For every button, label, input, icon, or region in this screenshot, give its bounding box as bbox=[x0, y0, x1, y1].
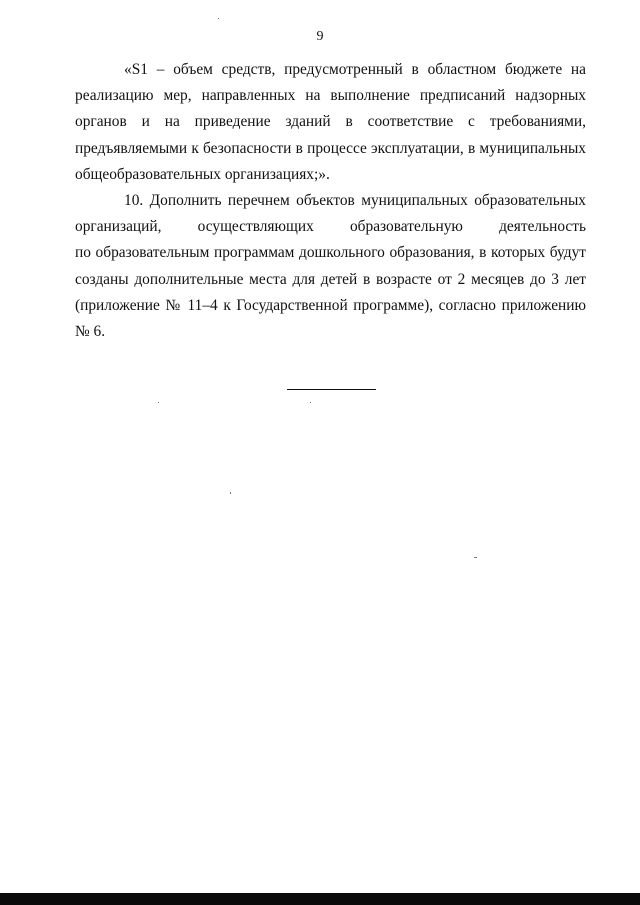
text-line: реализацию мер, направленных на выполнение предписаний надзорных bbox=[75, 87, 586, 105]
text-line: № 6. bbox=[75, 323, 106, 341]
scan-speck bbox=[218, 18, 219, 19]
document-body bbox=[75, 57, 586, 345]
paragraph-s1-definition bbox=[75, 57, 586, 188]
text-line: по образовательным программам дошкольного образования, в которых будут bbox=[75, 244, 586, 262]
text-line: организаций, осуществляющих образовательную деятельность bbox=[75, 218, 586, 236]
text-line: органов и на приведение зданий в соответствие с требованиями, bbox=[75, 113, 586, 131]
scan-speck bbox=[474, 557, 477, 558]
scan-speck bbox=[158, 402, 159, 403]
text-line: 10. Дополнить перечнем объектов муниципальных образовательных bbox=[124, 192, 586, 210]
end-separator-line bbox=[287, 389, 376, 390]
scan-speck bbox=[310, 402, 311, 403]
text-line: «S1 – объем средств, предусмотренный в областном бюджете на bbox=[124, 61, 586, 78]
text-line: (приложение № 11–4 к Государственной программе), согласно приложению bbox=[75, 296, 586, 314]
scan-speck bbox=[230, 492, 231, 494]
paragraph-item-10 bbox=[75, 188, 586, 345]
text-line: созданы дополнительные места для детей в возрасте от 2 месяцев до 3 лет bbox=[75, 270, 586, 288]
scan-bottom-border bbox=[0, 893, 640, 905]
page-number: 9 bbox=[316, 29, 324, 44]
text-line: предъявляемыми к безопасности в процессе эксплуатации, в муниципальных bbox=[75, 139, 586, 157]
text-line: общеобразовательных организациях;». bbox=[75, 165, 330, 183]
